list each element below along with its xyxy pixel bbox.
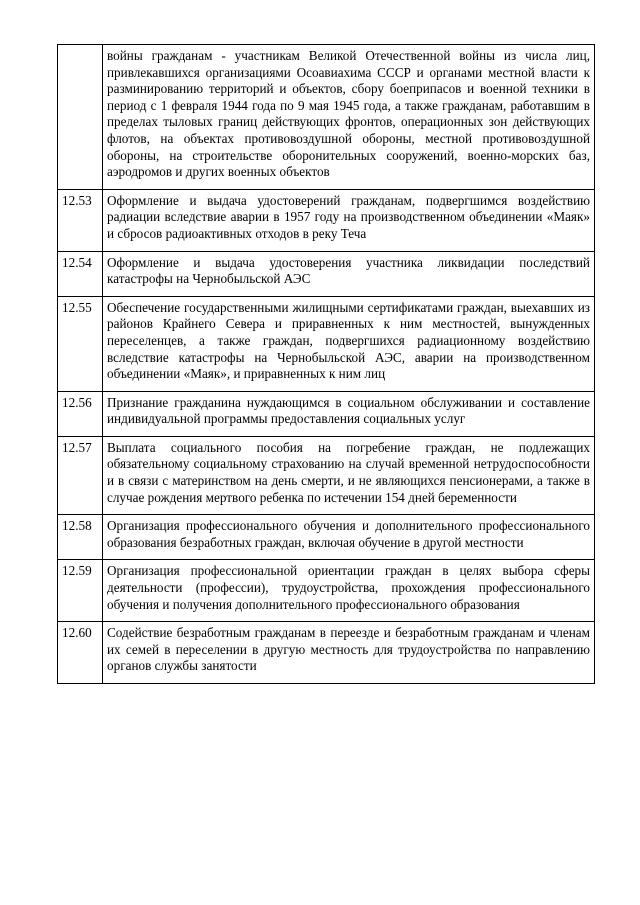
table-row — [58, 560, 595, 622]
row-text: Организация профессионального обучения и дополнительного профессионального образования безработных граждан, включая обучение в другой местности — [103, 515, 595, 560]
table-row — [58, 515, 595, 560]
row-text: Обеспечение государственными жилищными сертификатами граждан, выехавших из районов Крайнего Севера и приравненных к ним местностей, вынужденных переселенцев, а также граждан, подвергшихся радиационному воздействию вследствие катастрофы на Чернобыльской АЭС, аварии на производственном объединении «Маяк», и приравненных к ним лиц — [103, 296, 595, 391]
row-text: Выплата социального пособия на погребение граждан, не подлежащих обязательному социальному страхованию на случай временной нетрудоспособности и в связи с материнством на день смерти, и не являющихся пенсионерами, а также в случае рождения мертвого ребенка по истечении 154 дней беременности — [103, 436, 595, 514]
row-number: 12.58 — [58, 515, 103, 560]
row-text: Оформление и выдача удостоверений гражданам, подвергшимся воздействию радиации вследствие аварии в 1957 году на производственном объединении «Маяк» и сбросов радиоактивных отходов в реку Теча — [103, 189, 595, 251]
table-row — [58, 45, 595, 190]
table-row — [58, 391, 595, 436]
row-number — [58, 45, 103, 190]
table-row — [58, 436, 595, 514]
document-page — [57, 44, 595, 684]
row-number: 12.60 — [58, 622, 103, 684]
row-number: 12.57 — [58, 436, 103, 514]
row-text: Признание гражданина нуждающимся в социальном обслуживании и составление индивидуальной программы предоставления социальных услуг — [103, 391, 595, 436]
services-table — [57, 44, 595, 684]
table-row — [58, 189, 595, 251]
row-number: 12.54 — [58, 251, 103, 296]
row-number: 12.56 — [58, 391, 103, 436]
row-number: 12.59 — [58, 560, 103, 622]
row-text: Содействие безработным гражданам в переезде и безработным гражданам и членам их семей в переселении в другую местность для трудоустройства по направлению органов службы занятости — [103, 622, 595, 684]
table-row — [58, 622, 595, 684]
row-text: войны гражданам - участникам Великой Отечественной войны из числа лиц, привлекавшихся организациями Осоавиахима СССР и органами местной власти к разминированию территорий и объектов, сбору боеприпасов и военной техники в период с 1 февраля 1944 года по 9 мая 1945 года, а также гражданам, работавшим в пределах тыловых границ действующих фронтов, операционных зон действующих флотов, на объектах противовоздушной обороны, местной противовоздушной обороны, на строительстве оборонительных сооружений, военно-морских баз, аэродромов и других военных объектов — [103, 45, 595, 190]
row-number: 12.53 — [58, 189, 103, 251]
row-text: Оформление и выдача удостоверения участника ликвидации последствий катастрофы на Чернобыльской АЭС — [103, 251, 595, 296]
row-text: Организация профессиональной ориентации граждан в целях выбора сферы деятельности (профессии), трудоустройства, прохождения профессионального обучения и получения дополнительного профессионального образования — [103, 560, 595, 622]
table-row — [58, 296, 595, 391]
row-number: 12.55 — [58, 296, 103, 391]
table-row — [58, 251, 595, 296]
